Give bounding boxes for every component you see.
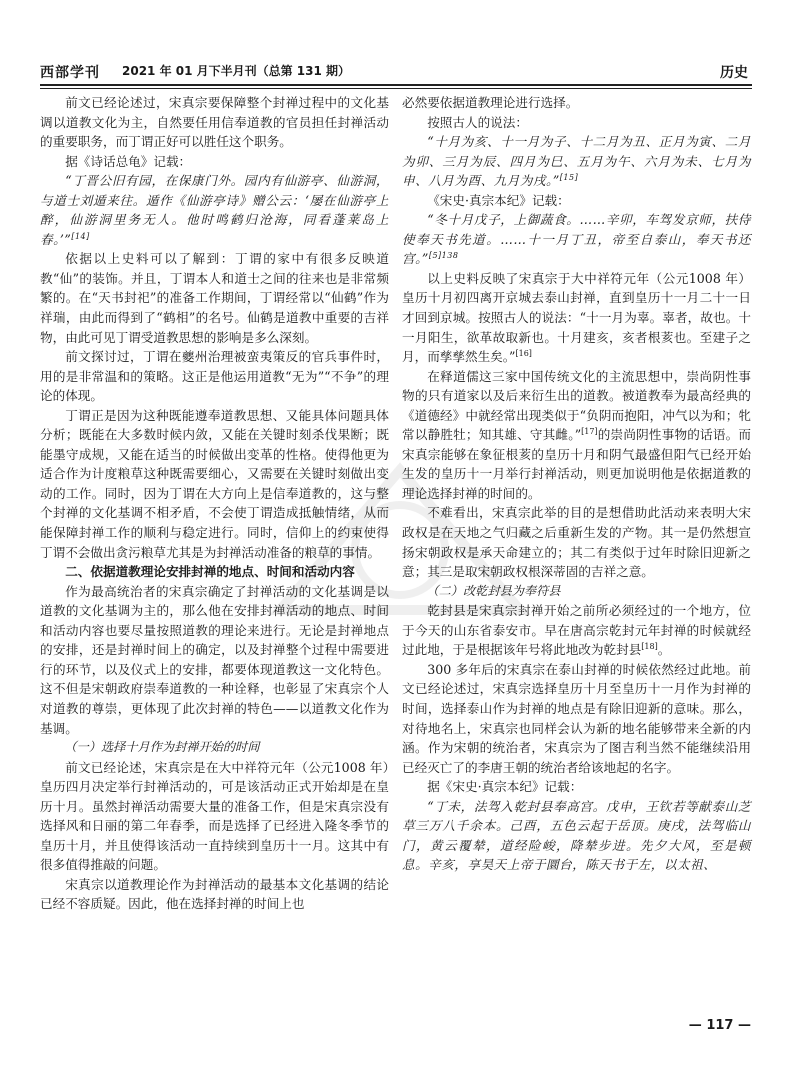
subsection-heading: （二）改乾封县为奉符县	[426, 583, 561, 598]
paragraph: 依据以上史料可以了解到：丁谓的家中有很多反映道教“仙”的装饰。并且，丁谓本人和道士之间的往来也是非常频繁的。在“天书封祀”的准备工作期间，丁谓经常以“仙鹤”作为祥瑞，由此而得到了“鹤相”的名号。仙鹤是道教中重要的吉祥物，由此可见丁谓受道教思想的影响是多么深刻。	[40, 251, 389, 345]
paragraph-text: 。	[657, 642, 671, 658]
section-heading: 二、依据道教理论安排封禅的地点、时间和活动内容	[65, 564, 355, 580]
paragraph: 不难看出，宋真宗此举的目的是想借助此活动来表明大宋政权是在天地之气归藏之后重新生发的产物。其一是仍然想宣扬宋朝政权是承天命建立的；其二有类似于过年时除旧迎新之意；其三是取宋朝政权根深蒂固的吉祥之意。	[402, 505, 751, 580]
page-number: — 117 —	[688, 1018, 751, 1033]
citation-ref: [14]	[71, 231, 90, 241]
citation-ref: [15]	[559, 173, 579, 182]
paragraph: 必然要依据道教理论进行选择。	[402, 95, 579, 110]
quotation	[402, 132, 751, 191]
paragraph: 作为最高统治者的宋真宗确定了封禅活动的文化基调是以道教的文化基调为主的，那么他在安排封禅活动的地点、时间和活动内容也要尽量按照道教的理论来进行。无论是封禅地点的安排，还是封禅时间上的确定，以及封禅整个过程中需要进行的环节，以及仪式上的安排，都要体现道教这一文化特色。这不但是宋朝政府崇奉道教的一种诠释，也彰显了宋真宗个人对道教的尊崇，更体现了此次封禅的特色——以道教文化作为基调。	[40, 583, 389, 736]
journal-title: 西部学刊	[40, 65, 100, 81]
left-column	[40, 93, 389, 914]
page-header	[40, 58, 752, 84]
header-rule-thick	[40, 84, 752, 86]
quotation: “丁未，法驾入乾封县奉高宫。戊申，王钦若等献泰山芝草三万八千余本。己酉，五色云起于岳顶。庚戌，法驾临山门，黄云覆辇，道经险峻，降辇步进。先夕大风，至是顿息。辛亥，享昊天上帝于圜台，陈天书于左，以太祖、	[402, 798, 751, 873]
citation-ref: [17]	[581, 427, 598, 437]
paragraph	[402, 367, 751, 504]
paragraph: 据《宋史·真宗本纪》记载：	[427, 779, 583, 795]
paragraph-text: 以上史料反映了宋真宗于大中祥符元年（公元1008 年）皇历十月初四离开京城去泰山封禅，直到皇历十一月二十一日才回到京城。按照古人的说法：“十一月为辜。辜者，故也。十一月阳生，欲革故取新也。十月建亥，亥者根荄也。至建子之月，而孳孳然生矣。”	[402, 270, 751, 365]
right-column	[402, 93, 751, 875]
paragraph: 按照古人的说法：	[427, 114, 528, 130]
quotation	[402, 210, 751, 269]
paragraph: 据《诗话总龟》记载：	[65, 153, 192, 169]
subsection-heading: （一）选择十月作为封禅开始的时间	[64, 740, 260, 755]
citation-ref: [16]	[515, 348, 532, 358]
paragraph	[402, 269, 751, 367]
paragraph: 丁谓正是因为这种既能遵奉道教思想、又能具体问题具体分析；既能在大多数时候内敛，又能在关键时刻杀伐果断；既能墨守成规，又能在适当的时候做出变革的性格。使得他更为适合作为计度粮草这种既需要细心，又需要在关键时刻做出变动的工作。同时，因为丁谓在大方向上是信奉道教的，这与整个封禅的文化基调不相矛盾，不会使丁谓造成抵触情绪，从而能保障封禅工作的顺利与稳定进行。同时，信仰上的约束使得丁谓不会做出贪污粮草尤其是为封禅活动准备的粮草的事情。	[40, 407, 389, 560]
paragraph: 宋真宗以道教理论作为封禅活动的最基本文化基调的结论已经不容质疑。因此，他在选择封禅的时间上也	[40, 876, 389, 912]
header-rule-thin	[40, 88, 752, 89]
issue-info: 2021 年 01 月下半月刊（总第 131 期）	[122, 64, 351, 78]
paragraph-text: 乾封县是宋真宗封禅开始之前所必须经过的一个地方，位于今天的山东省泰安市。早在唐高宗乾封元年封禅的时候就经过此地，于是根据该年号将此地改为乾封县	[402, 603, 751, 658]
quotation	[40, 171, 389, 249]
quotation-text: “冬十月戊子，上御蔬食。……辛卯，车驾发京师，扶侍使奉天书先道。……十一月丁丑，帝至自泰山，奉天书还宫。”	[402, 212, 751, 267]
paragraph	[402, 601, 751, 660]
paragraph: 300 多年后的宋真宗在泰山封禅的时候依然经过此地。前文已经论述过，宋真宗选择皇历十月至皇历十一月作为封禅的时间，选择泰山作为封禅的地点是有除旧迎新的意味。那么，对待地名上，宋真宗也同样会认为新的地名能够带来全新的内涵。作为宋朝的统治者，宋真宗为了图吉利当然不能继续沿用已经灭亡了的李唐王朝的统治者给该地起的名字。	[402, 661, 751, 775]
section-label: 历史	[720, 65, 748, 81]
paragraph-text: 在释道儒这三家中国传统文化的主流思想中，崇尚阴性事物的只有道家以及后来衍生出的道教。被道教奉为最高经典的《道德经》中就经常出现类似于“负阴而抱阳，冲气以为和；牝常以静胜牡；知其雄、守其雌。”	[402, 368, 751, 443]
paragraph: 前文探讨过，丁谓在夔州治理被蛮夷策反的官兵事件时，用的是非常温和的策略。这正是他运用道教“无为”“不争”的理论的体现。	[40, 349, 389, 404]
paragraph: 前文已经论述，宋真宗是在大中祥符元年（公元1008 年）皇历四月决定举行封禅活动的，可是该活动正式开始却是在皇历十月。虽然封禅活动需要大量的准备工作，但是宋真宗没有选择风和日丽的第二年春季，而是选择了已经进入隆冬季节的皇历十月，并且使得该活动一直持续到皇历十一月。这其中有很多值得推敲的问题。	[40, 759, 389, 873]
quotation-text: “十月为亥、十一月为子、十二月为丑、正月为寅、二月为卯、三月为辰、四月为巳、五月为午、六月为未、七月为申、八月为酉、九月为戌。”	[402, 134, 751, 189]
quotation-text: “丁晋公旧有园，在保康门外。园内有仙游亭、仙游洞，与道士刘遁来往。遁作《仙游亭诗》赠公云：‘屡在仙游亭上醉，仙游洞里务无人。他时鸣鹤归沧海，同看蓬莱岛上春。’”	[40, 173, 389, 247]
paragraph: 前文已经论述过，宋真宗要保障整个封禅过程中的文化基调以道教文化为主，自然要任用信奉道教的官员担任封禅活动的重要职务，而丁谓正好可以胜任这个职务。	[40, 95, 389, 150]
citation-ref: [18]	[641, 642, 658, 652]
paragraph: 《宋史·真宗本纪》记载：	[427, 192, 570, 208]
citation-ref: [5]138	[428, 251, 459, 261]
paragraph-text: 的崇尚阴性事物的话语。而宋真宗能够在象征根荄的皇历十月和阴气最盛但阳气已经开始生发的皇历十一月举行封禅活动，则更加说明他是依据道教的理论选择封禅的时间的。	[402, 427, 752, 501]
